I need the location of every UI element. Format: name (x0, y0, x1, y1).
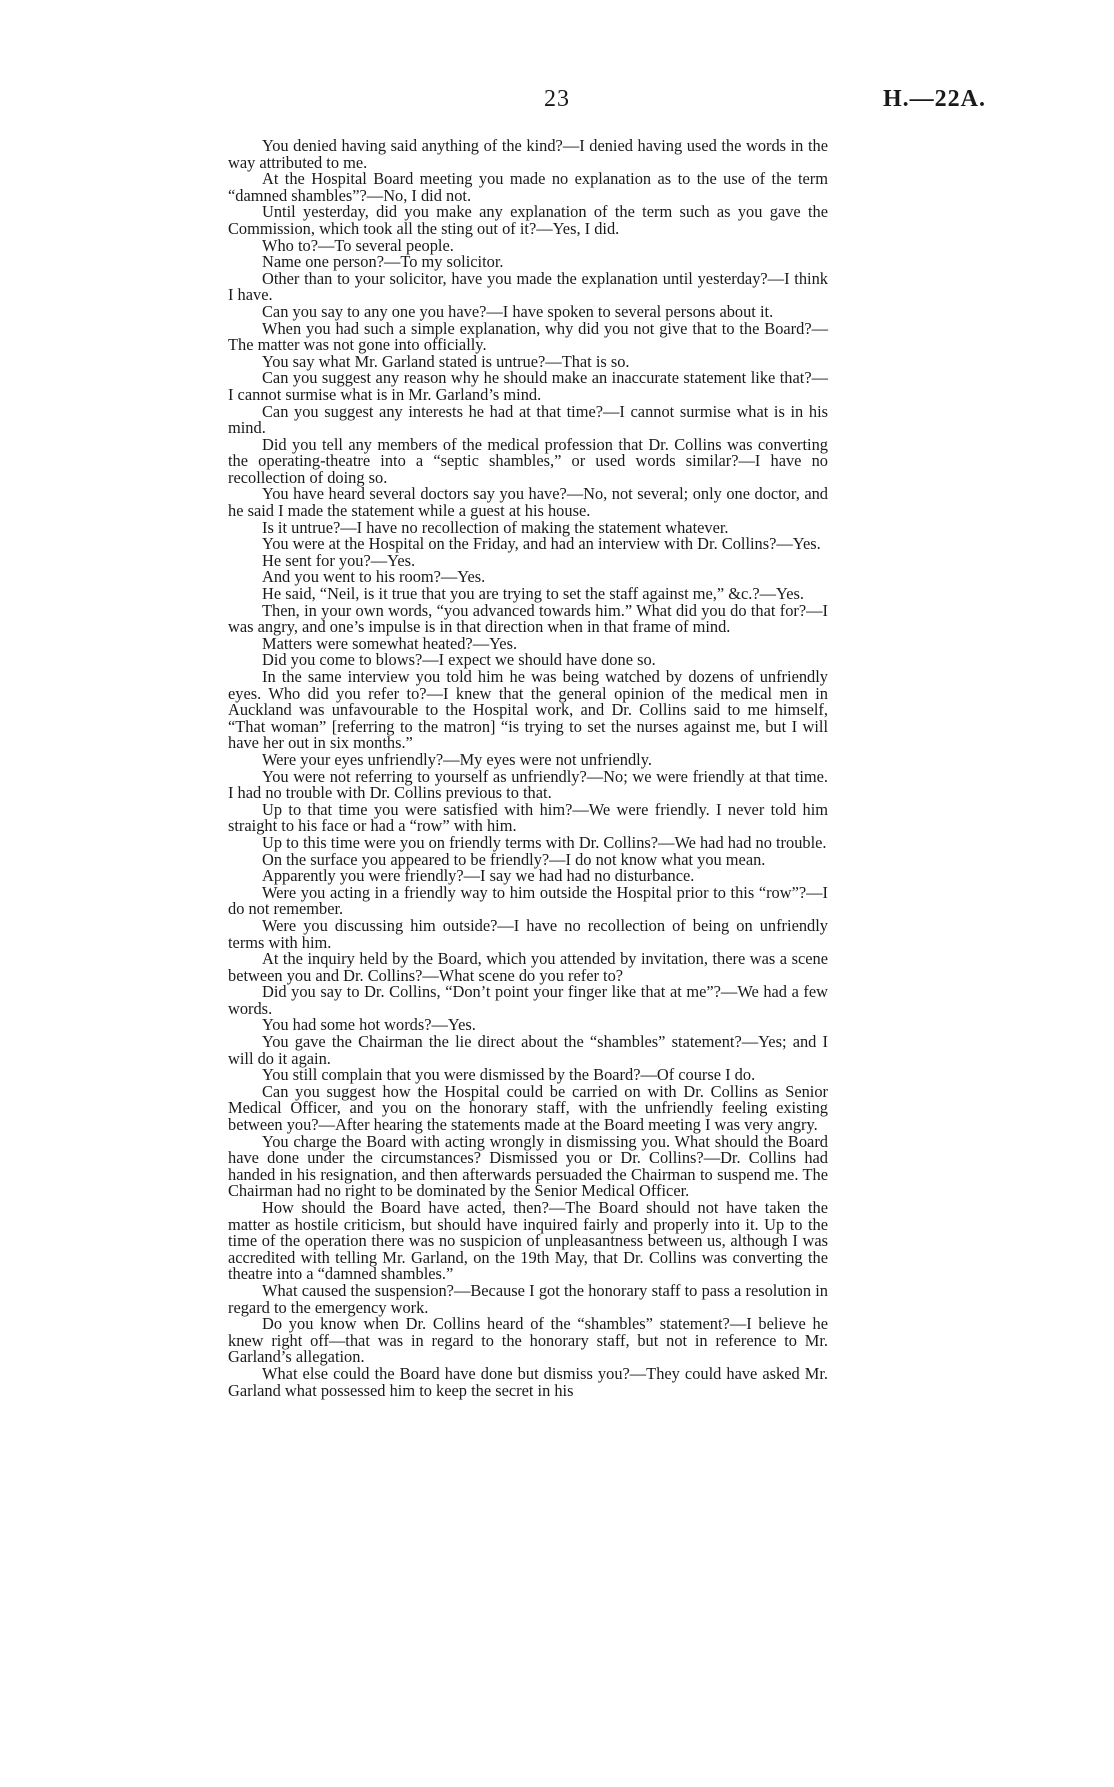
paragraph: Name one person?—To my solicitor. (262, 252, 504, 272)
paragraph: When you had such a simple explanation, why did you not give that to the Board?—The matter was not gone into officially. (228, 318, 828, 355)
paragraph: Can you suggest how the Hospital could be carried on with Dr. Collins as Senior Medical Officer, and you on the honorary staff, with the unfriendly feeling existing between you?—After hearing the statements made at the Board meeting I was very angry. (228, 1081, 828, 1135)
page-number: 23 (544, 86, 570, 112)
paragraph: Up to this time were you on friendly terms with Dr. Collins?—We had had no trouble. (262, 832, 827, 852)
paragraph: You gave the Chairman the lie direct about the “shambles” statement?—Yes; and I will do it again. (228, 1032, 828, 1068)
paragraph: Were you acting in a friendly way to him outside the Hospital prior to this “row”?—I do not remember. (228, 882, 828, 919)
paragraph: Other than to your solicitor, have you made the explanation until yesterday?—I think I have. (228, 268, 828, 305)
paragraph: At the inquiry held by the Board, which you attended by invitation, there was a scene between you and Dr. Collins?—What scene do you refer to? (228, 949, 828, 985)
paragraph: What else could the Board have done but dismiss you?—They could have asked Mr. Garland what possessed him to keep the secret in his (228, 1363, 828, 1400)
paragraph: Did you say to Dr. Collins, “Don’t point your finger like that at me”?—We had a few words. (228, 982, 828, 1018)
paragraph: At the Hospital Board meeting you made no explanation as to the use of the term “damned shambles”?—No, I did not. (228, 169, 828, 205)
paragraph: You were not referring to yourself as unfriendly?—No; we were friendly at that time. I had no trouble with Dr. Collins previous to that. (228, 766, 828, 803)
paragraph: You denied having said anything of the kind?—I denied having used the words in the way attributed to me. (228, 136, 828, 172)
paragraph: Until yesterday, did you make any explanation of the term such as you gave the Commission, which took all the sting out of it?—Yes, I did. (228, 202, 828, 238)
paragraph: Is it untrue?—I have no recollection of making the statement whatever. (262, 517, 729, 537)
paragraph: Apparently you were friendly?—I say we had had no disturbance. (262, 866, 695, 886)
paragraph: You were at the Hospital on the Friday, and had an interview with Dr. Collins?—Yes. (262, 534, 821, 554)
paragraph: Did you come to blows?—I expect we should have done so. (262, 650, 656, 670)
paragraph: And you went to his room?—Yes. (262, 567, 486, 587)
paragraph: You had some hot words?—Yes. (262, 1015, 476, 1035)
paragraph: Were your eyes unfriendly?—My eyes were not unfriendly. (262, 749, 652, 769)
paragraph: Matters were somewhat heated?—Yes. (262, 633, 518, 653)
paragraph: What caused the suspension?—Because I got the honorary staff to pass a resolution in regard to the emergency work. (228, 1280, 828, 1317)
paragraph: You charge the Board with acting wrongly in dismissing you. What should the Board have done under the circumstances? Dismissed you or Dr. Collins?—Dr. Collins had handed in his resignation, and then afterwards persuaded the Chairman to suspend me. The Chairman had no right to be dominated by the Senior Medical Officer. (228, 1131, 828, 1201)
paragraph: Were you discussing him outside?—I have no recollection of being on unfriendly terms with him. (228, 915, 828, 952)
paragraph: You say what Mr. Garland stated is untrue?—That is so. (262, 351, 630, 371)
paragraph: He sent for you?—Yes. (262, 550, 416, 570)
paragraph: You have heard several doctors say you have?—No, not several; only one doctor, and he said I made the statement while a guest at his house. (228, 484, 828, 521)
paragraph: Who to?—To several people. (262, 235, 454, 255)
document-reference: H.—22A. (883, 86, 986, 112)
paragraph: He said, “Neil, is it true that you are trying to set the staff against me,” &c.?—Yes. (262, 584, 804, 604)
paragraph: Did you tell any members of the medical profession that Dr. Collins was converting the operating-theatre into a “septic shambles,” or used words similar?—I have no recollection of doing so. (228, 434, 828, 487)
paragraph: How should the Board have acted, then?—The Board should not have taken the matter as hostile criticism, but should have inquired fairly and properly into it. Up to the time of the operation there was no suspicion of unpleasantness between us, although I was accredited with telling Mr. Garland, on the 19th May, that Dr. Collins was converting the theatre into a “damned shambles.” (228, 1198, 828, 1284)
paragraph: Can you suggest any interests he had at that time?—I cannot surmise what is in his mind. (228, 401, 828, 438)
paragraph: Can you suggest any reason why he should make an inaccurate statement like that?—I cannot surmise what is in Mr. Garland’s mind. (228, 368, 828, 404)
paragraph: Then, in your own words, “you advanced towards him.” What did you do that for?—I was angry, and one’s impulse is in that direction when in that frame of mind. (228, 600, 828, 637)
paragraph: In the same interview you told him he was being watched by dozens of unfriendly eyes. Who did you refer to?—I knew that the general opinion of the medical men in Auckland was unfavourable to the Hospital work, and Dr. Collins said to me himself, “That woman” [referring to the matron] “is trying to set the nurses against me, but I will have her out in six months.” (228, 667, 828, 753)
paragraph: Up to that time you were satisfied with him?—We were friendly. I never told him straight to his face or had a “row” with him. (228, 799, 828, 836)
paragraph: Do you know when Dr. Collins heard of the “shambles” statement?—I believe he knew right off—that was in regard to the honorary staff, but not in reference to Mr. Garland’s allegation. (228, 1314, 828, 1367)
paragraph: You still complain that you were dismissed by the Board?—Of course I do. (262, 1065, 756, 1085)
evidence-transcript (228, 138, 828, 1399)
paragraph: Can you say to any one you have?—I have spoken to several persons about it. (262, 301, 774, 321)
paragraph: On the surface you appeared to be friendly?—I do not know what you mean. (262, 849, 766, 869)
